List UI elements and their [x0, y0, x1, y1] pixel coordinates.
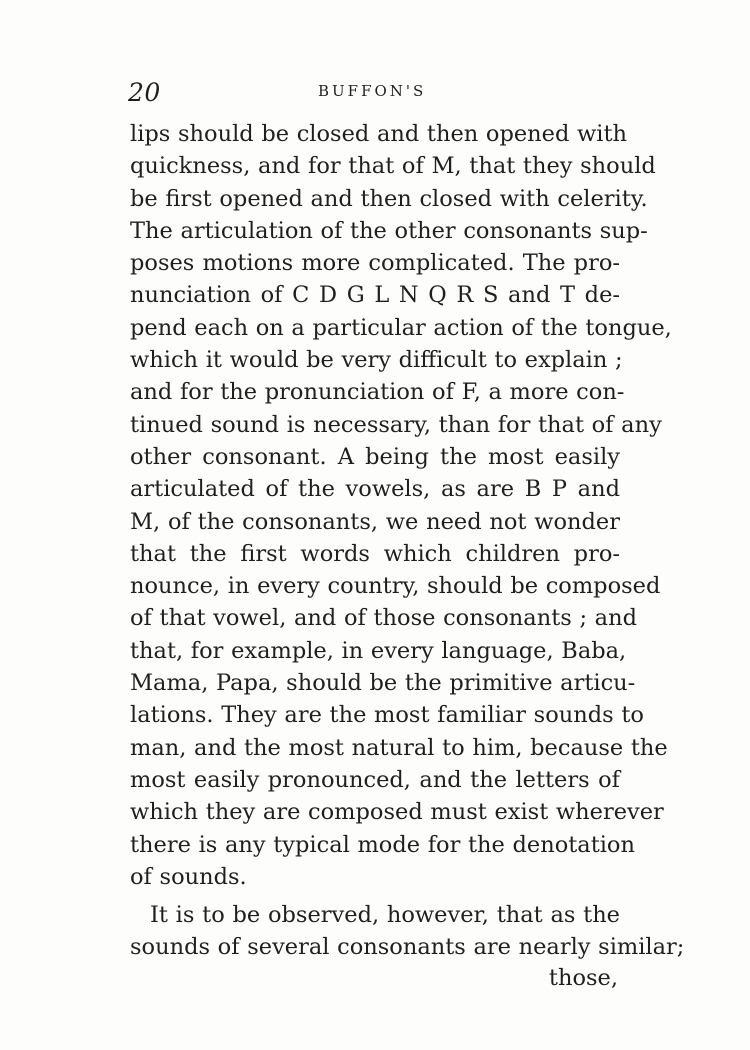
running-head: BUFFON'S: [318, 82, 427, 100]
text-line: of that vowel, and of those consonants ; and: [130, 605, 637, 632]
text-line: quickness, and for that of M, that they should: [130, 153, 656, 180]
page-number: 20: [128, 78, 161, 107]
text-line: It is to be observed, however, that as the: [150, 902, 620, 929]
text-line: poses motions more complicated. The pro-: [130, 250, 620, 277]
text-line: pend each on a particular action of the tongue,: [130, 314, 672, 341]
text-line: that, for example, in every language, Baba,: [130, 637, 627, 664]
text-line: man, and the most natural to him, because the: [130, 734, 668, 761]
text-line: which it would be very difficult to explain ;: [130, 347, 623, 374]
text-line: M, of the consonants, we need not wonder: [130, 508, 620, 535]
page-header: [128, 78, 618, 110]
text-line: and for the pronunciation of F, a more con-: [130, 379, 625, 406]
text-line: nounce, in every country, should be composed: [130, 573, 661, 600]
text-line: Mama, Papa, should be the primitive articu-: [130, 670, 636, 697]
text-line: of sounds.: [130, 863, 247, 890]
catchword: those,: [548, 965, 618, 991]
body-text: [130, 118, 685, 964]
text-line: other consonant. A being the most easily: [130, 443, 620, 470]
text-line: nunciation of C D G L N Q R S and T de-: [130, 282, 620, 309]
text-line: sounds of several consonants are nearly similar;: [130, 934, 685, 961]
text-line: tinued sound is necessary, than for that of any: [130, 411, 662, 438]
text-line: that the first words which children pro-: [130, 540, 620, 567]
text-line: there is any typical mode for the denotation: [130, 831, 635, 858]
text-line: lips should be closed and then opened with: [130, 121, 628, 147]
text-line: which they are composed must exist wherever: [130, 799, 664, 826]
text-line: The articulation of the other consonants sup-: [130, 217, 648, 244]
text-line: articulated of the vowels, as are B P and: [130, 476, 620, 503]
text-line: most easily pronounced, and the letters of: [130, 766, 620, 793]
text-line: be first opened and then closed with celerity.: [130, 185, 648, 212]
text-line: lations. They are the most familiar sounds to: [130, 702, 644, 729]
